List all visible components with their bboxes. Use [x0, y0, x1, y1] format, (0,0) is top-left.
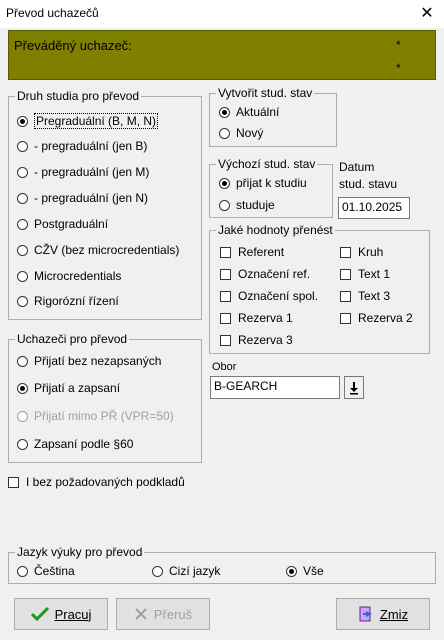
- radio-study-postgradual[interactable]: Postgraduální: [17, 217, 108, 231]
- radio-dot[interactable]: [219, 128, 230, 139]
- clear-label: Zmiz: [379, 606, 409, 622]
- radio-study-pregradual[interactable]: Pregraduální (B, M, N): [17, 113, 158, 129]
- applicants-group: [8, 332, 202, 463]
- checkbox-ref-label[interactable]: Označení ref.: [220, 267, 310, 281]
- checkbox-referent[interactable]: Referent: [220, 245, 284, 259]
- applicant-info-box: [8, 30, 436, 80]
- check-icon: [31, 606, 49, 622]
- radio-status-new[interactable]: Nový: [219, 126, 263, 140]
- radio-dot[interactable]: [17, 439, 28, 450]
- radio-study-rigorozni[interactable]: Rigorózní řízení: [17, 294, 119, 308]
- field-dropdown-button[interactable]: [344, 376, 364, 399]
- date-input[interactable]: 01.10.2025: [338, 197, 410, 219]
- date-label-line2: stud. stavu: [339, 177, 398, 191]
- checkbox-text-3[interactable]: Text 3: [340, 289, 390, 303]
- field-input[interactable]: B-GEARCH: [210, 376, 340, 399]
- close-icon[interactable]: ✕: [420, 5, 434, 22]
- radio-dot[interactable]: [17, 566, 28, 577]
- radio-dot[interactable]: [17, 167, 28, 178]
- radio-applicants-60[interactable]: Zapsaní podle §60: [17, 437, 133, 451]
- study-type-legend: Druh studia pro převod: [17, 89, 140, 103]
- radio-lang-czech[interactable]: Čeština: [17, 564, 75, 578]
- radio-study-czv[interactable]: CŽV (bez microcredentials): [17, 243, 179, 257]
- radio-dot[interactable]: [17, 296, 28, 307]
- checkbox-kruh[interactable]: Kruh: [340, 245, 383, 259]
- checkbox-box[interactable]: [220, 335, 231, 346]
- checkbox-reserve-1[interactable]: Rezerva 1: [220, 311, 293, 325]
- default-status-group: [209, 157, 333, 218]
- radio-study-m[interactable]: - pregraduální (jen M): [17, 165, 149, 179]
- study-type-group: [8, 89, 202, 320]
- clear-button[interactable]: [336, 598, 430, 630]
- default-status-legend: Výchozí stud. stav: [218, 157, 316, 171]
- applicant-value-2: *: [396, 61, 401, 75]
- transfer-values-group: [209, 223, 430, 354]
- radio-applicants-enrolled[interactable]: Přijatí a zapsaní: [17, 381, 120, 395]
- checkbox-box[interactable]: [220, 313, 231, 324]
- applicant-label: Převáděný uchazeč:: [14, 38, 132, 53]
- radio-dot[interactable]: [17, 271, 28, 282]
- checkbox-text-1[interactable]: Text 1: [340, 267, 390, 281]
- radio-dot[interactable]: [17, 219, 28, 230]
- arrow-down-icon: [348, 381, 360, 395]
- applicants-legend: Uchazeči pro převod: [17, 332, 128, 346]
- radio-dot[interactable]: [17, 116, 28, 127]
- checkbox-box[interactable]: [340, 291, 351, 302]
- radio-dot[interactable]: [17, 141, 28, 152]
- window-title: Převod uchazečů: [6, 6, 99, 20]
- radio-status-current[interactable]: Aktuální: [219, 105, 279, 119]
- ok-label: Pracuj: [54, 606, 92, 622]
- radio-dot[interactable]: [286, 566, 297, 577]
- radio-study-b[interactable]: - pregraduální (jen B): [17, 139, 147, 153]
- without-documents-checkbox[interactable]: I bez požadovaných podkladů: [8, 475, 185, 489]
- language-legend: Jazyk výuky pro převod: [17, 545, 143, 559]
- radio-default-admitted[interactable]: přijat k studiu: [219, 176, 307, 190]
- radio-dot[interactable]: [219, 200, 230, 211]
- radio-lang-all[interactable]: Vše: [286, 564, 324, 578]
- checkbox-spol-label[interactable]: Označení spol.: [220, 289, 318, 303]
- checkbox-box[interactable]: [220, 247, 231, 258]
- radio-dot[interactable]: [17, 383, 28, 394]
- checkbox-box[interactable]: [8, 477, 19, 488]
- date-label-line1: Datum: [339, 160, 375, 174]
- transfer-values-legend: Jaké hodnoty přenést: [218, 223, 333, 237]
- break-button: [116, 598, 210, 630]
- checkbox-box[interactable]: [340, 247, 351, 258]
- radio-applicants-outside: Přijatí mimo PŘ (VPR=50): [17, 409, 174, 423]
- radio-dot[interactable]: [152, 566, 163, 577]
- checkbox-box[interactable]: [220, 269, 231, 280]
- checkbox-reserve-3[interactable]: Rezerva 3: [220, 333, 293, 347]
- radio-dot[interactable]: [17, 245, 28, 256]
- ok-button[interactable]: [14, 598, 108, 630]
- language-group: [8, 545, 436, 584]
- break-label: Přeruš: [153, 606, 193, 622]
- field-label: Obor: [212, 361, 237, 373]
- radio-dot: [17, 411, 28, 422]
- radio-dot[interactable]: [219, 178, 230, 189]
- checkbox-reserve-2[interactable]: Rezerva 2: [340, 311, 413, 325]
- radio-study-n[interactable]: - pregraduální (jen N): [17, 191, 148, 205]
- create-status-group: [209, 86, 337, 147]
- checkbox-box[interactable]: [340, 269, 351, 280]
- radio-dot[interactable]: [17, 193, 28, 204]
- checkbox-box[interactable]: [220, 291, 231, 302]
- cross-icon: [134, 607, 148, 621]
- applicant-value-1: *: [396, 38, 401, 52]
- radio-lang-foreign[interactable]: Cizí jazyk: [152, 564, 220, 578]
- radio-dot[interactable]: [219, 107, 230, 118]
- checkbox-box[interactable]: [340, 313, 351, 324]
- door-exit-icon: [358, 606, 374, 622]
- radio-dot[interactable]: [17, 356, 28, 367]
- radio-applicants-no-unenrolled[interactable]: Přijatí bez nezapsaných: [17, 354, 161, 368]
- radio-default-studying[interactable]: studuje: [219, 198, 275, 212]
- radio-study-microcredentials[interactable]: Microcredentials: [17, 269, 121, 283]
- create-status-legend: Vytvořit stud. stav: [218, 86, 313, 100]
